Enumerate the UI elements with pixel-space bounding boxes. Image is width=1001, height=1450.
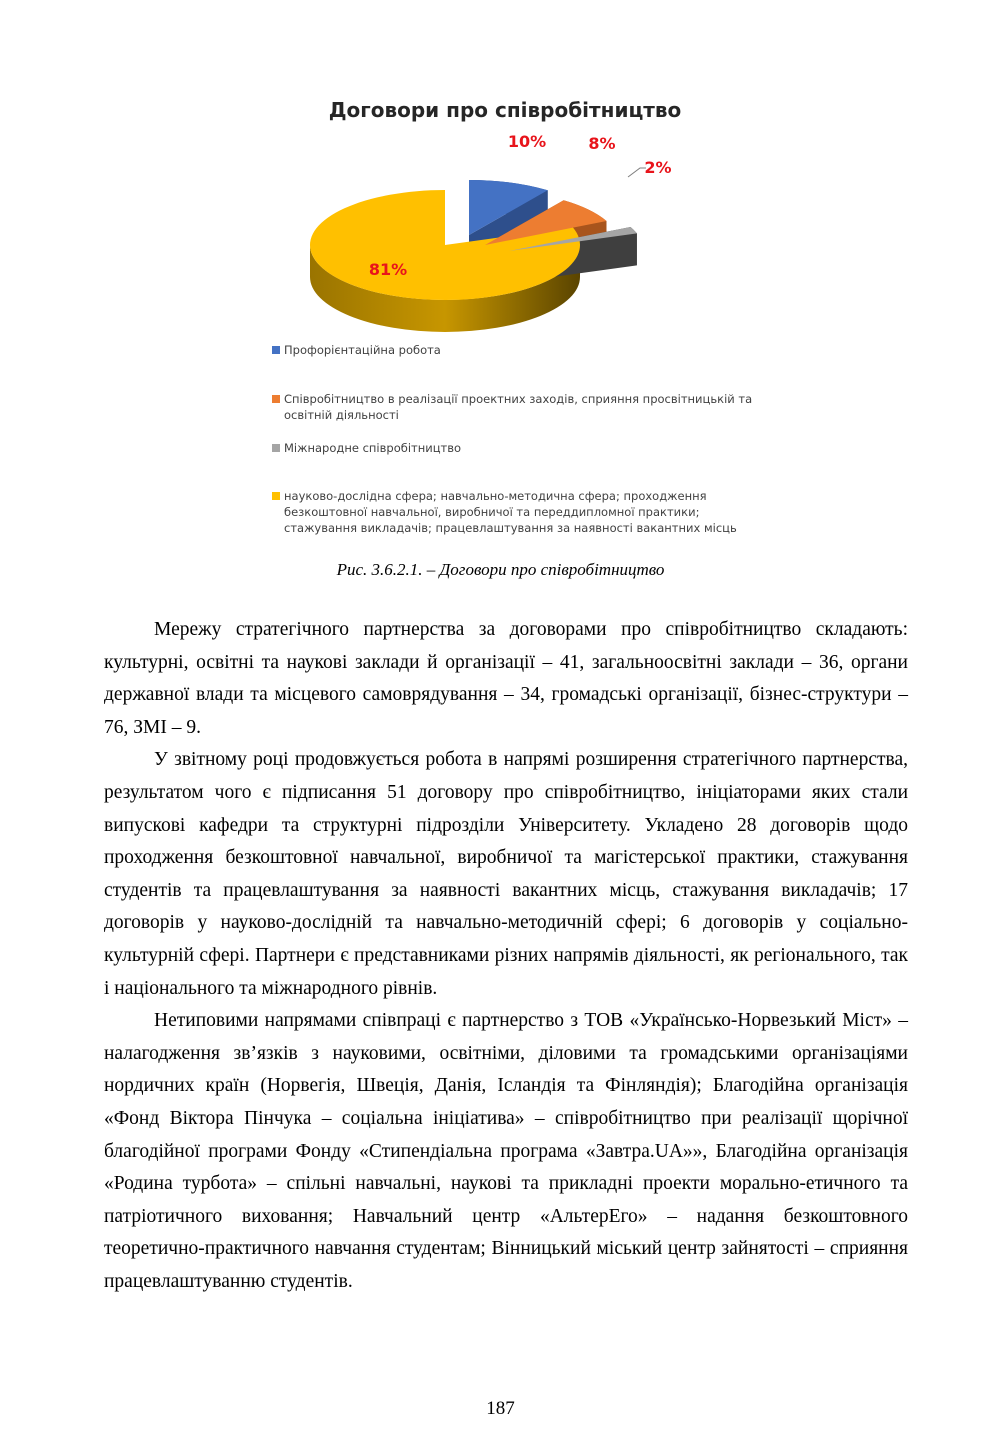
legend-swatch [272,444,280,452]
legend-swatch [272,492,280,500]
legend-item [272,488,772,536]
legend-label: Профорієнтаційна робота [284,343,441,357]
paragraph: Нетиповими напрямами співпраці є партнерство з ТОВ «Українсько-Норвезький Міст» – налагодження зв’язків з науковими, освітніми, діловими та громадськими організаціями нордичних країн (Норвегія, Швеція, Данія, Ісландія та Фінляндія); Благодійна організація «Фонд Віктора Пінчука – соціальна ініціатива» – співробітництво при реалізації щорічної благодійної програми Фонду «Стипендіальна програма «Завтра.UA»», Благодійна організація «Родина турбота» – спільні навчальні, наукові та прикладні проекти морально-етичного та патріотичного виховання; Навчальний центр «АльтерЕго» – надання безкоштовного теоретично-практичного навчання студентам; Вінницький міський центр зайнятості – сприяння працевлаштуванню студентів. [104,1010,908,1292]
body-text [104,614,908,1298]
paragraph: У звітному році продовжується робота в напрямі розширення стратегічного партнерства, результатом чого є підписання 51 договору про співробітництво, ініціаторами яких стали випускові кафедри та структурні підрозділи Університету. Укладено 28 договорів щодо проходження безкоштовної навчальної, виробничої та магістерської практики, стажування студентів та працевлаштування за наявності вакантних місць, стажування викладачів; 17 договорів у науково-дослідній та навчально-методичній сфері; 6 договорів у соціально-культурній сфері. Партнери є представниками різних напрямів діяльності, як регіонального, так і національного та міжнародного рівнів. [104,749,908,999]
figure-caption: Рис. 3.6.2.1. – Договори про співробітництво [336,560,665,579]
pie-data-label: 10% [507,132,547,151]
page-number: 187 [486,1398,515,1419]
legend-swatch [272,346,280,354]
pie-data-label: 8% [588,134,616,153]
legend-swatch [272,395,280,403]
legend-label: Міжнародне співробітництво [284,441,462,455]
pie-data-label: 2% [644,158,672,177]
legend-item [272,440,772,456]
legend-label: науково-дослідна сфера; навчально-методична сфера; проходження безкоштовної навчальної, виробничої та переддипломної практики; стажування викладачів; працевлаштування за наявності вакантних місць [284,489,737,535]
paragraph: Мережу стратегічного партнерства за договорами про співробітництво складають: культурні, освітні та наукові заклади й організації – 41, загальноосвітні заклади – 36, органи державної влади та місцевого самоврядування – 34, громадські організації, бізнес-структури – 76, ЗМІ – 9. [104,619,908,738]
legend-item [272,391,772,423]
label-leader-line [628,168,646,177]
pie-chart [290,125,710,355]
legend-label: Співробітництво в реалізації проектних заходів, сприяння просвітницькій та освітній діяльності [284,392,753,422]
chart-title: Договори про співробітництво [328,98,682,122]
legend-item [272,342,772,358]
pie-data-label: 81% [368,260,408,279]
